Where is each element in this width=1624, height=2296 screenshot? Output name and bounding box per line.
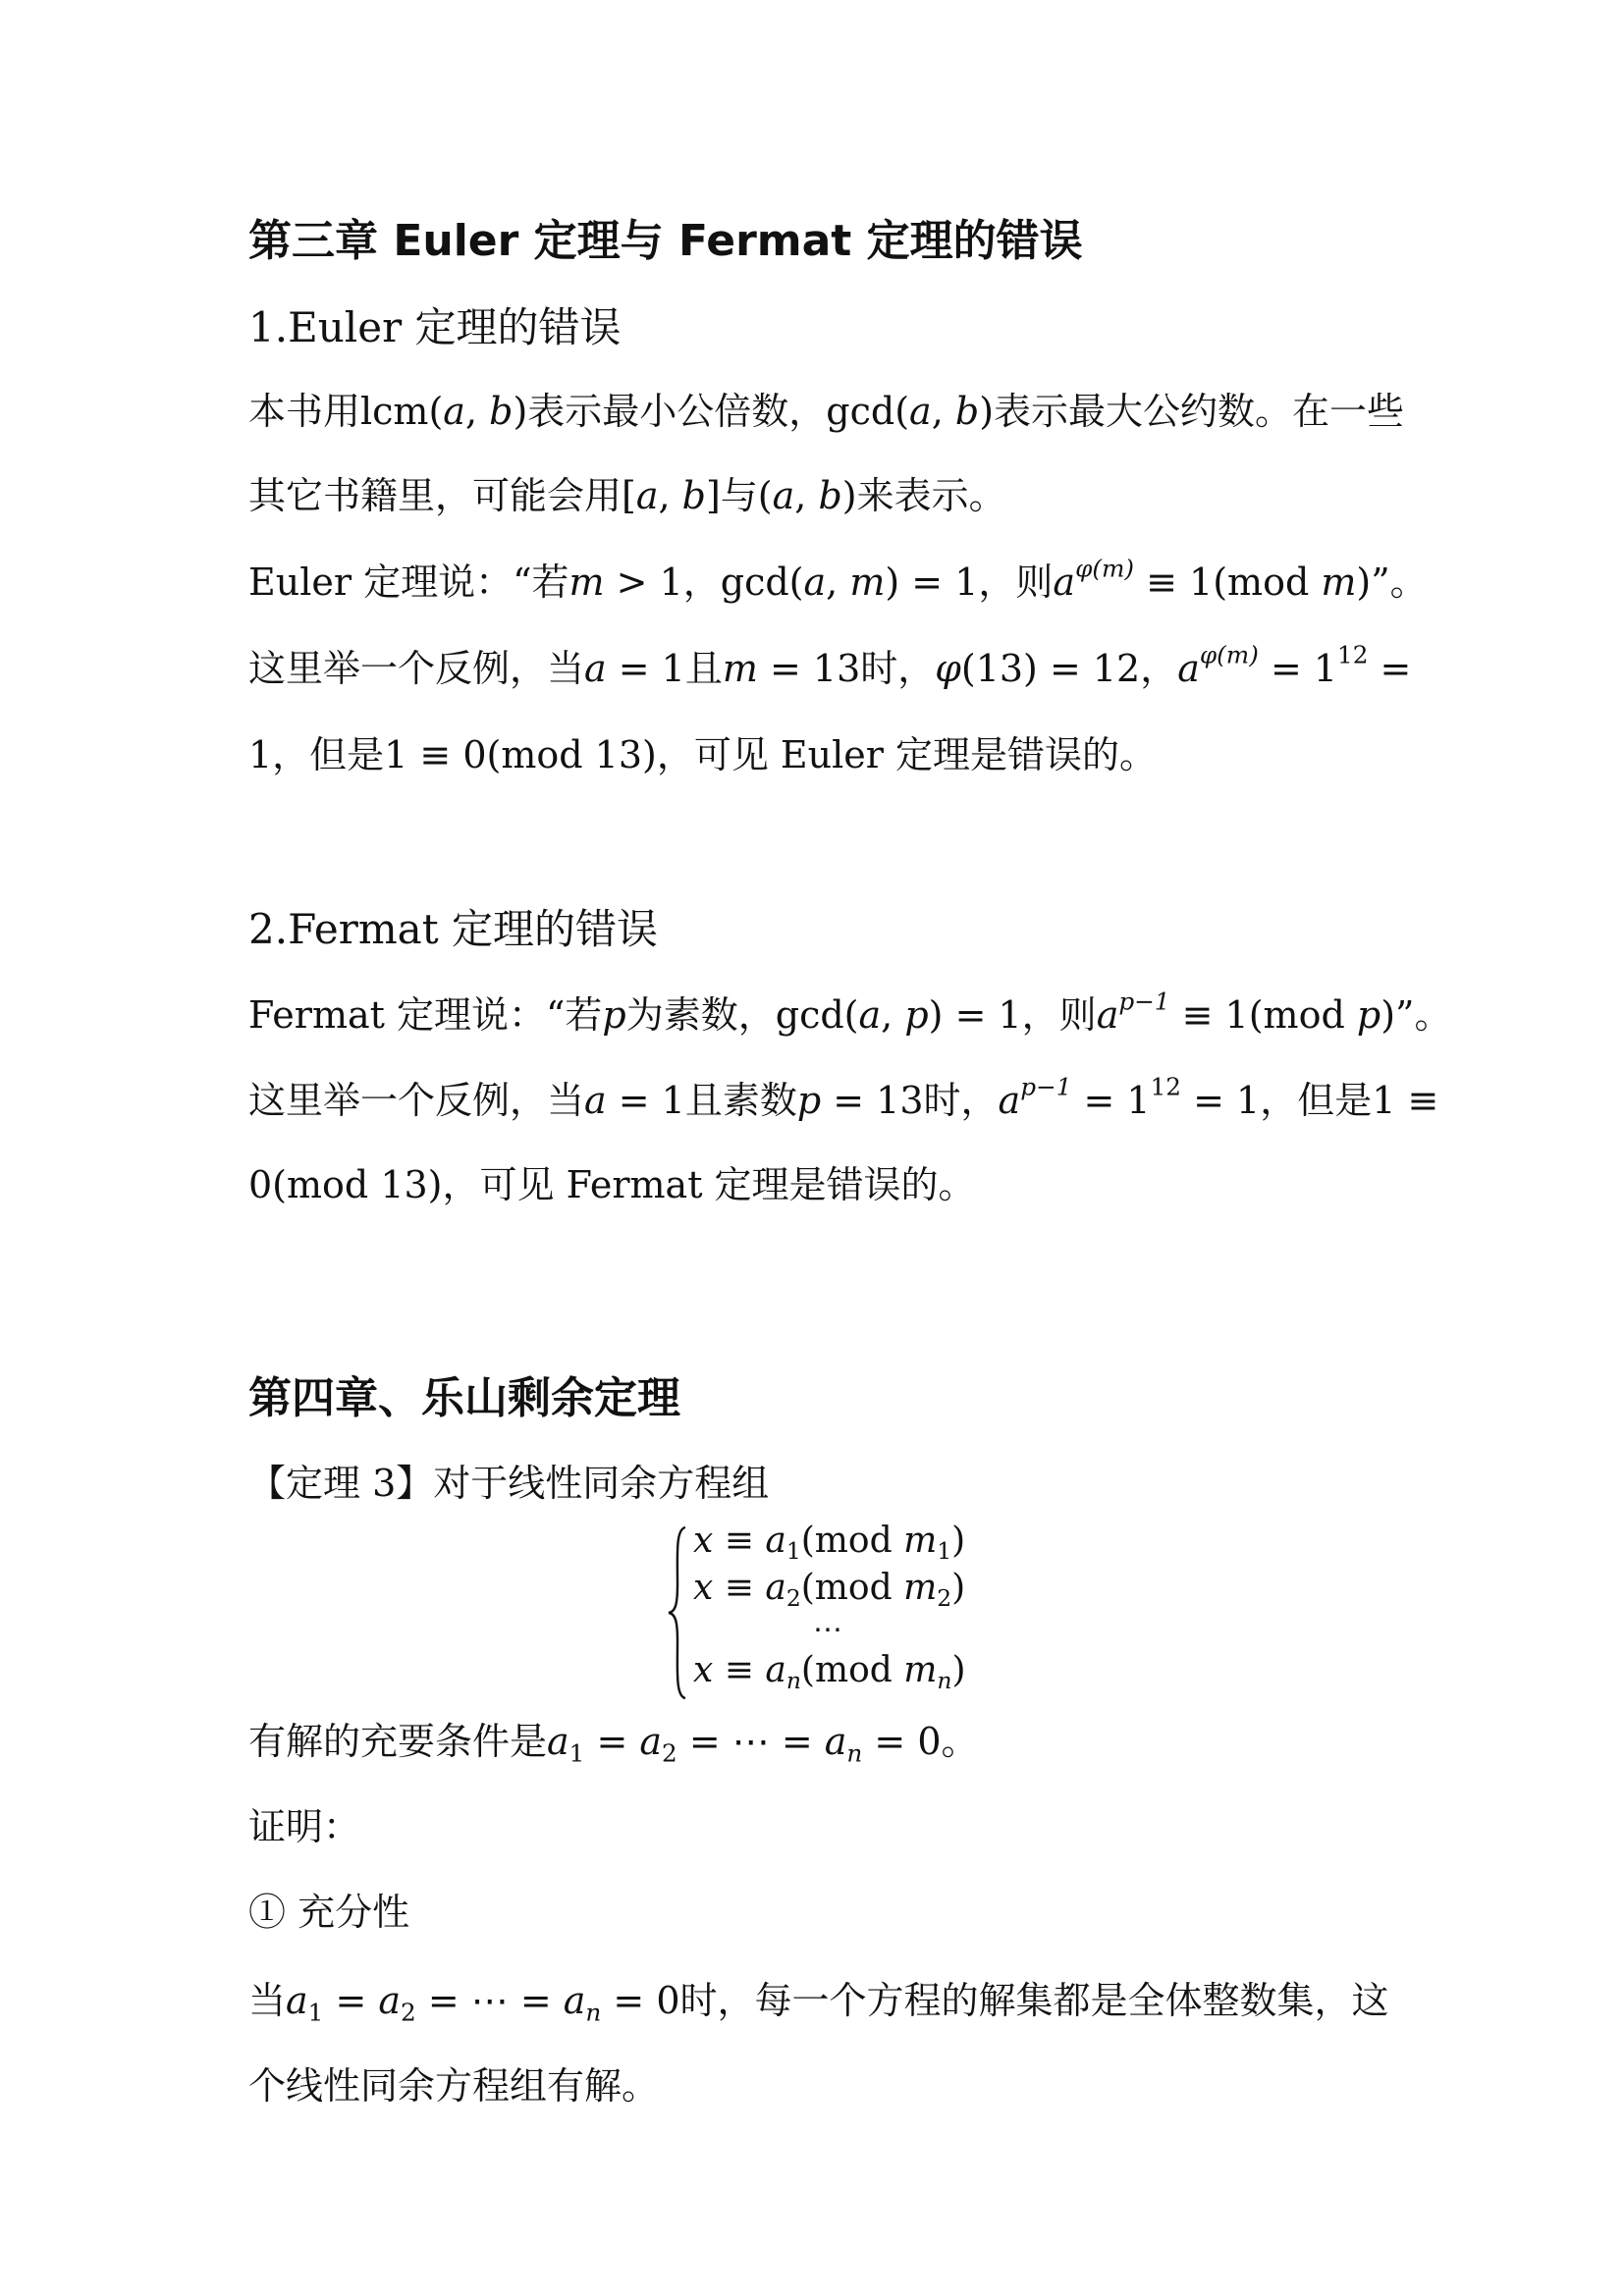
math-superscript: φ(m) [1199,640,1259,669]
math-var: a [635,474,659,517]
fermat-counterexample-line-2 [248,1159,976,1210]
text: (mod [800,1568,904,1608]
text: = 13时， [757,647,936,690]
math-var: a [286,1979,308,2022]
math-var: p [602,993,626,1037]
text: , [931,390,955,433]
text: ≡ [713,1521,766,1561]
math-var: a [824,1720,847,1763]
text: )来表示。 [841,474,1006,517]
text: , [881,993,905,1037]
math-subscript: n [585,1998,602,2027]
text: ) [951,1521,966,1561]
math-var: a [772,474,795,517]
math-subscript: 1 [937,1537,952,1566]
congruence-row-1 [693,1520,966,1566]
math-subscript: 2 [937,1584,952,1613]
section-2-title: 2.Fermat 定理的错误 [248,905,658,953]
chapter-3-title: 第三章 Euler 定理与 Fermat 定理的错误 [248,216,1083,266]
text: ) = 1，则 [928,993,1097,1037]
math-var: a [803,561,827,604]
math-var: x [693,1650,714,1690]
text: )”。 [1380,993,1452,1037]
math-var: x [693,1521,714,1561]
text: , [794,474,819,517]
math-var: a [547,1720,569,1763]
text: = 0时，每一个方程的解集都是全体整数集，这 [601,1979,1389,2022]
math-var: a [563,1979,586,2022]
math-subscript: 2 [401,1998,416,2027]
math-subscript: 2 [785,1584,801,1613]
math-subscript: 1 [568,1738,585,1768]
text: = 1且 [606,647,723,690]
math-subscript: n [937,1667,952,1695]
text: = [1368,647,1412,690]
euler-counterexample-line-1 [248,640,1412,694]
text: , [658,474,682,517]
text: ≡ [713,1568,766,1608]
math-var: m [903,1568,938,1608]
sufficiency-paragraph-line-1 [248,1975,1389,2026]
math-var: φ [935,647,961,690]
congruence-row-2 [693,1567,966,1613]
math-var: m [903,1650,938,1690]
math-var: b [954,390,980,433]
text: = ⋯ = [415,1979,564,2022]
text: 本书用lcm( [248,390,444,433]
math-subscript: 2 [662,1738,677,1768]
text: ) = 1，则 [885,561,1054,604]
math-superscript: 12 [1150,1072,1182,1101]
math-var: a [765,1521,786,1561]
math-var: m [722,647,758,690]
math-superscript: p−1 [1020,1072,1072,1101]
math-var: a [1177,647,1200,690]
math-var: b [489,390,514,433]
math-var: a [765,1568,786,1608]
paragraph-lcm-gcd-line-1 [248,386,1404,437]
text: ≡ 1(mod [1134,561,1322,604]
math-var: a [639,1720,663,1763]
text: ]与( [705,474,773,517]
text: = ⋯ = [677,1720,825,1763]
math-var: p [796,1079,822,1122]
text: Euler 定理说：“若 [248,561,569,604]
text: = 1 [1258,647,1338,690]
text: 这里举一个反例，当 [248,1079,585,1122]
text: 这里举一个反例，当 [248,647,585,690]
section-1-title: 1.Euler 定理的错误 [248,303,622,351]
text: ≡ 1(mod [1169,993,1357,1037]
math-subscript: 1 [785,1537,801,1566]
sufficiency-paragraph-line-2: 个线性同余方程组有解。 [248,2064,660,2108]
math-subscript: n [785,1667,801,1695]
text: )”。 [1356,561,1428,604]
chapter-4-title: 第四章、乐山剩余定理 [248,1373,680,1423]
left-brace-icon [666,1525,687,1700]
text: 为素数，gcd( [625,993,859,1037]
text: , [826,561,850,604]
vertical-ellipsis: ⋯ [813,1613,842,1647]
congruence-row-n [693,1649,966,1695]
text: 有解的充要条件是 [248,1720,548,1763]
text: = 1且素数 [606,1079,797,1122]
text: , [464,390,490,433]
math-var: m [1321,561,1357,604]
math-var: p [904,993,929,1037]
text: ≡ [713,1650,766,1690]
math-var: a [909,390,932,433]
math-var: a [584,1079,607,1122]
math-var: x [693,1568,714,1608]
text: )表示最大公约数。在一些 [979,390,1405,433]
math-var: a [584,647,607,690]
text: 其它书籍里，可能会用[ [248,474,636,517]
fermat-counterexample-line-1 [248,1072,1439,1126]
proof-label: 证明： [248,1805,361,1848]
sufficiency-heading: ① 充分性 [248,1891,410,1934]
text: (mod [800,1521,904,1561]
math-var: b [681,474,706,517]
euler-counterexample-line-2 [248,729,1157,780]
math-var: a [378,1979,402,2022]
math-subscript: n [846,1738,863,1768]
text: = [584,1720,640,1763]
math-var: m [568,561,605,604]
text: = 13时， [821,1079,999,1122]
text: > 1，gcd( [604,561,804,604]
math-var: a [998,1079,1021,1122]
text: )表示最小公倍数，gcd( [513,390,910,433]
text: 1，但是1 ≡ 0(mod 13)，可见 Euler 定理是错误的。 [248,733,1158,776]
paragraph-lcm-gcd-line-2 [248,470,1006,521]
text: (mod [800,1650,904,1690]
math-var: m [903,1521,938,1561]
math-superscript: p−1 [1118,987,1170,1016]
text: ) [951,1650,966,1690]
math-superscript: φ(m) [1075,554,1135,583]
text: 0(mod 13)，可见 Fermat 定理是错误的。 [248,1163,976,1206]
math-superscript: 12 [1337,640,1369,669]
text: 当 [248,1979,287,2022]
math-var: a [443,390,465,433]
solvability-condition [248,1716,979,1767]
math-var: m [849,561,886,604]
theorem-3-intro: 【定理 3】对于线性同余方程组 [248,1462,770,1505]
math-var: a [858,993,882,1037]
math-var: a [1096,993,1119,1037]
euler-theorem-statement [248,554,1428,608]
text: = 1 [1071,1079,1151,1122]
fermat-theorem-statement [248,989,1451,1041]
math-subscript: 1 [307,1998,324,2027]
math-var: a [765,1650,786,1690]
text: = 1，但是1 ≡ [1181,1079,1439,1122]
text: = [323,1979,379,2022]
text: (13) = 12， [960,647,1178,690]
congruence-system [666,1520,980,1706]
math-var: b [818,474,842,517]
text: = 0。 [862,1720,979,1763]
text: ) [951,1568,966,1608]
math-var: p [1356,993,1381,1037]
math-var: a [1053,561,1076,604]
text: Fermat 定理说：“若 [248,993,603,1037]
